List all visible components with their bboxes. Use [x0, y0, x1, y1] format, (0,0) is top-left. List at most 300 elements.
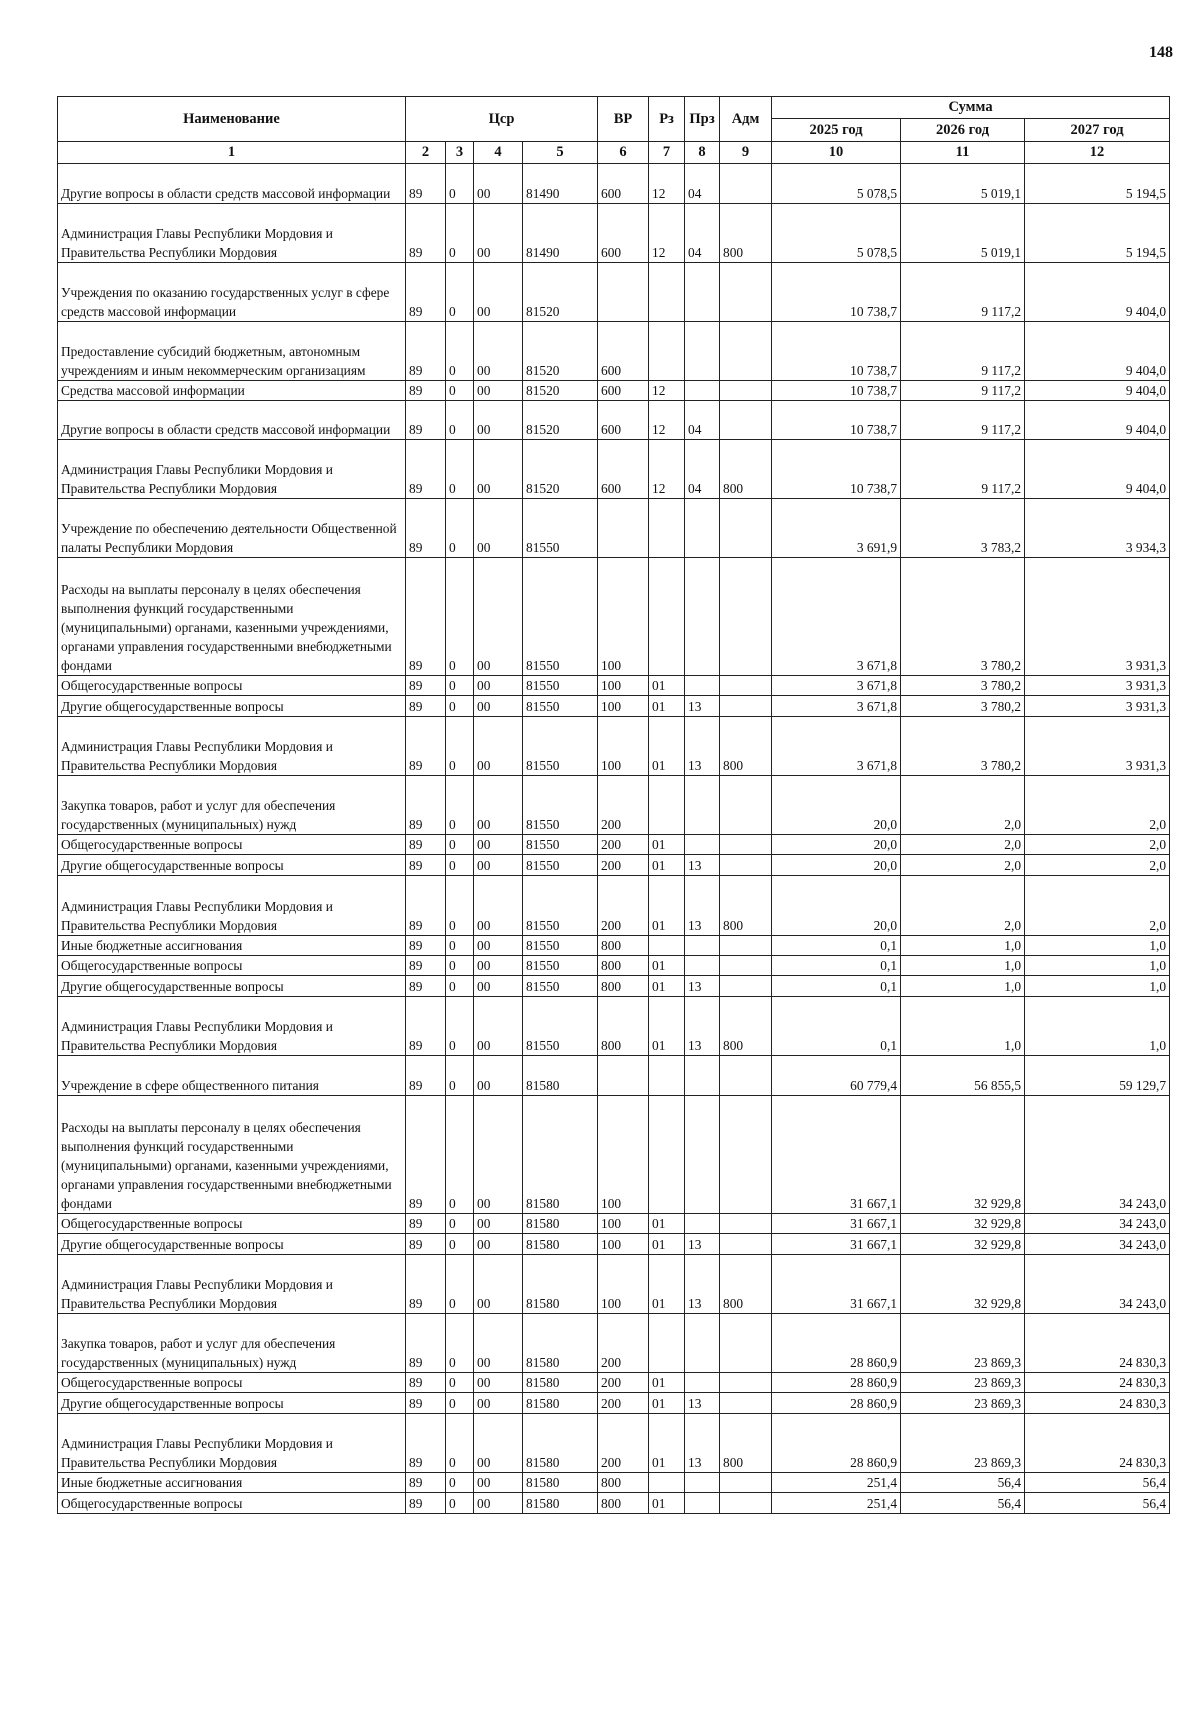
adm-code: [720, 558, 772, 676]
csr-part-1: 89: [406, 976, 446, 997]
csr-part-4: 81580: [523, 1214, 598, 1234]
rz-code: [649, 936, 685, 956]
amount-2025: 5 078,5: [772, 204, 901, 263]
row-name: Другие общегосударственные вопросы: [58, 1234, 406, 1255]
prz-code: [685, 499, 720, 558]
amount-2027: 2,0: [1025, 776, 1170, 835]
amount-2026: 1,0: [901, 936, 1025, 956]
adm-code: [720, 1056, 772, 1096]
rz-code: 12: [649, 381, 685, 401]
csr-part-2: 0: [446, 976, 474, 997]
amount-2025: 10 738,7: [772, 263, 901, 322]
column-number: 12: [1025, 142, 1170, 164]
amount-2026: 9 117,2: [901, 381, 1025, 401]
table-row: [58, 164, 1170, 204]
adm-code: 800: [720, 1255, 772, 1314]
amount-2025: 31 667,1: [772, 1214, 901, 1234]
prz-code: [685, 1493, 720, 1514]
column-number: 3: [446, 142, 474, 164]
amount-2027: 5 194,5: [1025, 164, 1170, 204]
csr-part-4: 81580: [523, 1373, 598, 1393]
vr-code: 200: [598, 776, 649, 835]
csr-part-4: 81550: [523, 676, 598, 696]
prz-code: [685, 956, 720, 976]
csr-part-1: 89: [406, 1473, 446, 1493]
amount-2026: 3 780,2: [901, 676, 1025, 696]
csr-part-3: 00: [474, 997, 523, 1056]
amount-2027: 3 931,3: [1025, 676, 1170, 696]
table-row: [58, 1255, 1170, 1314]
table-row: [58, 1096, 1170, 1214]
adm-code: [720, 322, 772, 381]
amount-2025: 251,4: [772, 1473, 901, 1493]
csr-part-3: 00: [474, 1255, 523, 1314]
table-row: [58, 696, 1170, 717]
csr-part-4: 81550: [523, 717, 598, 776]
amount-2025: 28 860,9: [772, 1393, 901, 1414]
csr-part-1: 89: [406, 676, 446, 696]
csr-part-1: 89: [406, 499, 446, 558]
adm-code: [720, 499, 772, 558]
csr-part-4: 81580: [523, 1255, 598, 1314]
amount-2027: 1,0: [1025, 936, 1170, 956]
csr-part-2: 0: [446, 1493, 474, 1514]
vr-code: 100: [598, 1234, 649, 1255]
table-row: [58, 1373, 1170, 1393]
rz-code: [649, 1314, 685, 1373]
csr-part-3: 00: [474, 1414, 523, 1473]
amount-2025: 10 738,7: [772, 381, 901, 401]
table-row: [58, 558, 1170, 676]
csr-part-2: 0: [446, 717, 474, 776]
amount-2026: 2,0: [901, 776, 1025, 835]
csr-part-1: 89: [406, 1393, 446, 1414]
adm-code: [720, 1096, 772, 1214]
amount-2027: 34 243,0: [1025, 1096, 1170, 1214]
column-number-row: [58, 142, 1170, 164]
amount-2026: 2,0: [901, 855, 1025, 876]
row-name: Закупка товаров, работ и услуг для обеспечения государственных (муниципальных) нужд: [58, 776, 406, 835]
table-row: [58, 1414, 1170, 1473]
adm-code: [720, 381, 772, 401]
csr-part-1: 89: [406, 876, 446, 936]
csr-part-2: 0: [446, 876, 474, 936]
csr-part-3: 00: [474, 1056, 523, 1096]
column-number: 6: [598, 142, 649, 164]
table-row: [58, 936, 1170, 956]
amount-2026: 3 780,2: [901, 558, 1025, 676]
csr-part-4: 81580: [523, 1393, 598, 1414]
adm-code: [720, 1314, 772, 1373]
csr-part-1: 89: [406, 1373, 446, 1393]
amount-2025: 3 671,8: [772, 676, 901, 696]
row-name: Учреждение в сфере общественного питания: [58, 1056, 406, 1096]
rz-code: 01: [649, 1255, 685, 1314]
prz-code: [685, 776, 720, 835]
header-rz: Рз: [649, 97, 685, 142]
header-prz: Прз: [685, 97, 720, 142]
vr-code: 600: [598, 204, 649, 263]
rz-code: 12: [649, 401, 685, 440]
csr-part-1: 89: [406, 1234, 446, 1255]
amount-2027: 2,0: [1025, 835, 1170, 855]
csr-part-1: 89: [406, 1214, 446, 1234]
vr-code: 800: [598, 1493, 649, 1514]
csr-part-1: 89: [406, 401, 446, 440]
csr-part-1: 89: [406, 696, 446, 717]
csr-part-3: 00: [474, 1314, 523, 1373]
vr-code: 200: [598, 855, 649, 876]
table-row: [58, 1393, 1170, 1414]
csr-part-3: 00: [474, 1214, 523, 1234]
prz-code: [685, 936, 720, 956]
adm-code: [720, 1234, 772, 1255]
table-row: [58, 263, 1170, 322]
row-name: Администрация Главы Республики Мордовия и Правительства Республики Мордовия: [58, 717, 406, 776]
amount-2025: 3 691,9: [772, 499, 901, 558]
csr-part-1: 89: [406, 776, 446, 835]
csr-part-3: 00: [474, 558, 523, 676]
table-row: [58, 835, 1170, 855]
csr-part-1: 89: [406, 997, 446, 1056]
vr-code: 100: [598, 1214, 649, 1234]
row-name: Общегосударственные вопросы: [58, 835, 406, 855]
vr-code: 100: [598, 1096, 649, 1214]
csr-part-3: 00: [474, 164, 523, 204]
table-row: [58, 855, 1170, 876]
csr-part-2: 0: [446, 558, 474, 676]
rz-code: [649, 499, 685, 558]
amount-2025: 28 860,9: [772, 1414, 901, 1473]
amount-2025: 60 779,4: [772, 1056, 901, 1096]
amount-2027: 9 404,0: [1025, 263, 1170, 322]
csr-part-3: 00: [474, 381, 523, 401]
adm-code: [720, 676, 772, 696]
rz-code: [649, 1096, 685, 1214]
row-name: Другие вопросы в области средств массовой информации: [58, 401, 406, 440]
amount-2026: 32 929,8: [901, 1096, 1025, 1214]
csr-part-4: 81550: [523, 956, 598, 976]
csr-part-4: 81550: [523, 558, 598, 676]
table-row: [58, 440, 1170, 499]
table-row: [58, 1314, 1170, 1373]
prz-code: [685, 676, 720, 696]
amount-2026: 9 117,2: [901, 263, 1025, 322]
csr-part-4: 81520: [523, 381, 598, 401]
csr-part-3: 00: [474, 976, 523, 997]
amount-2025: 0,1: [772, 997, 901, 1056]
header-year-2025: 2025 год: [772, 119, 901, 142]
row-name: Администрация Главы Республики Мордовия и Правительства Республики Мордовия: [58, 1255, 406, 1314]
adm-code: 800: [720, 876, 772, 936]
csr-part-4: 81550: [523, 696, 598, 717]
column-number: 4: [474, 142, 523, 164]
csr-part-4: 81580: [523, 1234, 598, 1255]
prz-code: 13: [685, 855, 720, 876]
amount-2027: 59 129,7: [1025, 1056, 1170, 1096]
row-name: Другие общегосударственные вопросы: [58, 1393, 406, 1414]
amount-2027: 24 830,3: [1025, 1314, 1170, 1373]
amount-2027: 2,0: [1025, 876, 1170, 936]
amount-2027: 1,0: [1025, 976, 1170, 997]
table-row: [58, 676, 1170, 696]
amount-2025: 31 667,1: [772, 1234, 901, 1255]
csr-part-2: 0: [446, 1314, 474, 1373]
vr-code: 100: [598, 1255, 649, 1314]
csr-part-4: 81550: [523, 876, 598, 936]
csr-part-3: 00: [474, 440, 523, 499]
adm-code: 800: [720, 440, 772, 499]
csr-part-4: 81550: [523, 835, 598, 855]
adm-code: [720, 1493, 772, 1514]
rz-code: 01: [649, 717, 685, 776]
csr-part-1: 89: [406, 558, 446, 676]
amount-2026: 23 869,3: [901, 1373, 1025, 1393]
adm-code: [720, 855, 772, 876]
rz-code: [649, 776, 685, 835]
amount-2025: 3 671,8: [772, 717, 901, 776]
amount-2026: 32 929,8: [901, 1214, 1025, 1234]
amount-2026: 2,0: [901, 835, 1025, 855]
amount-2026: 23 869,3: [901, 1393, 1025, 1414]
vr-code: 600: [598, 322, 649, 381]
amount-2025: 31 667,1: [772, 1096, 901, 1214]
row-name: Общегосударственные вопросы: [58, 956, 406, 976]
csr-part-2: 0: [446, 1214, 474, 1234]
vr-code: 100: [598, 717, 649, 776]
adm-code: [720, 835, 772, 855]
prz-code: 13: [685, 1255, 720, 1314]
row-name: Расходы на выплаты персоналу в целях обеспечения выполнения функций государственными (муниципальными) органами, казенными учреждениями, органами управления государственными внебюджетными фондами: [58, 1096, 406, 1214]
prz-code: [685, 1056, 720, 1096]
csr-part-3: 00: [474, 499, 523, 558]
prz-code: 13: [685, 1414, 720, 1473]
header-year-2026: 2026 год: [901, 119, 1025, 142]
prz-code: 13: [685, 1234, 720, 1255]
csr-part-3: 00: [474, 1473, 523, 1493]
csr-part-3: 00: [474, 1096, 523, 1214]
prz-code: [685, 1214, 720, 1234]
rz-code: 01: [649, 976, 685, 997]
adm-code: [720, 1373, 772, 1393]
vr-code: 200: [598, 835, 649, 855]
amount-2027: 56,4: [1025, 1493, 1170, 1514]
column-number: 9: [720, 142, 772, 164]
rz-code: [649, 1473, 685, 1493]
amount-2026: 2,0: [901, 876, 1025, 936]
table-row: [58, 322, 1170, 381]
csr-part-1: 89: [406, 855, 446, 876]
vr-code: [598, 263, 649, 322]
table-row: [58, 1214, 1170, 1234]
csr-part-2: 0: [446, 1096, 474, 1214]
amount-2027: 24 830,3: [1025, 1414, 1170, 1473]
amount-2026: 1,0: [901, 956, 1025, 976]
adm-code: [720, 776, 772, 835]
csr-part-1: 89: [406, 936, 446, 956]
header-sum: Сумма: [772, 97, 1170, 119]
amount-2026: 9 117,2: [901, 401, 1025, 440]
amount-2026: 32 929,8: [901, 1255, 1025, 1314]
csr-part-1: 89: [406, 956, 446, 976]
csr-part-1: 89: [406, 440, 446, 499]
amount-2025: 28 860,9: [772, 1373, 901, 1393]
csr-part-1: 89: [406, 717, 446, 776]
rz-code: [649, 263, 685, 322]
csr-part-3: 00: [474, 322, 523, 381]
vr-code: 600: [598, 401, 649, 440]
amount-2025: 20,0: [772, 855, 901, 876]
row-name: Администрация Главы Республики Мордовия и Правительства Республики Мордовия: [58, 997, 406, 1056]
row-name: Иные бюджетные ассигнования: [58, 936, 406, 956]
rz-code: 12: [649, 164, 685, 204]
table-body: [58, 164, 1170, 1514]
table-row: [58, 1056, 1170, 1096]
adm-code: [720, 1473, 772, 1493]
row-name: Учреждение по обеспечению деятельности Общественной палаты Республики Мордовия: [58, 499, 406, 558]
vr-code: 200: [598, 1314, 649, 1373]
csr-part-4: 81550: [523, 499, 598, 558]
row-name: Средства массовой информации: [58, 381, 406, 401]
csr-part-1: 89: [406, 263, 446, 322]
row-name: Общегосударственные вопросы: [58, 1373, 406, 1393]
adm-code: 800: [720, 997, 772, 1056]
amount-2027: 9 404,0: [1025, 322, 1170, 381]
row-name: Расходы на выплаты персоналу в целях обеспечения выполнения функций государственными (муниципальными) органами, казенными учреждениями, органами управления государственными внебюджетными фондами: [58, 558, 406, 676]
csr-part-4: 81580: [523, 1096, 598, 1214]
prz-code: 04: [685, 440, 720, 499]
csr-part-2: 0: [446, 1255, 474, 1314]
amount-2027: 56,4: [1025, 1473, 1170, 1493]
amount-2026: 23 869,3: [901, 1414, 1025, 1473]
amount-2027: 34 243,0: [1025, 1214, 1170, 1234]
csr-part-4: 81520: [523, 440, 598, 499]
csr-part-2: 0: [446, 164, 474, 204]
vr-code: 200: [598, 1393, 649, 1414]
csr-part-2: 0: [446, 835, 474, 855]
amount-2027: 9 404,0: [1025, 401, 1170, 440]
amount-2026: 23 869,3: [901, 1314, 1025, 1373]
csr-part-3: 00: [474, 1393, 523, 1414]
table-row: [58, 997, 1170, 1056]
amount-2027: 34 243,0: [1025, 1255, 1170, 1314]
column-number: 11: [901, 142, 1025, 164]
header-name: Наименование: [58, 97, 406, 142]
amount-2026: 3 783,2: [901, 499, 1025, 558]
row-name: Общегосударственные вопросы: [58, 676, 406, 696]
rz-code: 01: [649, 676, 685, 696]
amount-2025: 28 860,9: [772, 1314, 901, 1373]
prz-code: [685, 1314, 720, 1373]
table-row: [58, 717, 1170, 776]
rz-code: [649, 1056, 685, 1096]
csr-part-2: 0: [446, 696, 474, 717]
vr-code: 800: [598, 976, 649, 997]
csr-part-4: 81550: [523, 936, 598, 956]
vr-code: 600: [598, 440, 649, 499]
amount-2025: 10 738,7: [772, 322, 901, 381]
vr-code: 100: [598, 696, 649, 717]
column-number: 8: [685, 142, 720, 164]
csr-part-4: 81550: [523, 997, 598, 1056]
csr-part-4: 81550: [523, 855, 598, 876]
prz-code: 04: [685, 164, 720, 204]
amount-2025: 5 078,5: [772, 164, 901, 204]
amount-2025: 251,4: [772, 1493, 901, 1514]
csr-part-2: 0: [446, 440, 474, 499]
csr-part-3: 00: [474, 263, 523, 322]
prz-code: 13: [685, 976, 720, 997]
amount-2027: 5 194,5: [1025, 204, 1170, 263]
adm-code: [720, 1214, 772, 1234]
table-row: [58, 776, 1170, 835]
csr-part-2: 0: [446, 263, 474, 322]
row-name: Другие общегосударственные вопросы: [58, 696, 406, 717]
csr-part-2: 0: [446, 997, 474, 1056]
prz-code: [685, 1096, 720, 1214]
adm-code: [720, 976, 772, 997]
csr-part-4: 81580: [523, 1493, 598, 1514]
csr-part-1: 89: [406, 204, 446, 263]
header-vr: ВР: [598, 97, 649, 142]
csr-part-2: 0: [446, 1393, 474, 1414]
table-row: [58, 976, 1170, 997]
vr-code: 100: [598, 558, 649, 676]
vr-code: 200: [598, 876, 649, 936]
header-csr: Цср: [406, 97, 598, 142]
prz-code: 13: [685, 876, 720, 936]
csr-part-3: 00: [474, 204, 523, 263]
vr-code: [598, 1056, 649, 1096]
csr-part-4: 81550: [523, 776, 598, 835]
amount-2027: 1,0: [1025, 997, 1170, 1056]
csr-part-2: 0: [446, 204, 474, 263]
rz-code: 01: [649, 855, 685, 876]
csr-part-2: 0: [446, 1414, 474, 1473]
rz-code: 01: [649, 997, 685, 1056]
adm-code: [720, 164, 772, 204]
rz-code: 01: [649, 1234, 685, 1255]
amount-2025: 0,1: [772, 956, 901, 976]
amount-2025: 10 738,7: [772, 401, 901, 440]
csr-part-1: 89: [406, 835, 446, 855]
csr-part-2: 0: [446, 1234, 474, 1255]
amount-2025: 3 671,8: [772, 696, 901, 717]
row-name: Другие общегосударственные вопросы: [58, 855, 406, 876]
csr-part-3: 00: [474, 1234, 523, 1255]
adm-code: 800: [720, 204, 772, 263]
csr-part-2: 0: [446, 381, 474, 401]
table-row: [58, 876, 1170, 936]
prz-code: 04: [685, 401, 720, 440]
amount-2025: 20,0: [772, 776, 901, 835]
prz-code: [685, 835, 720, 855]
amount-2025: 0,1: [772, 936, 901, 956]
budget-table: [57, 96, 1170, 1514]
csr-part-2: 0: [446, 956, 474, 976]
csr-part-3: 00: [474, 676, 523, 696]
vr-code: 800: [598, 1473, 649, 1493]
csr-part-2: 0: [446, 855, 474, 876]
prz-code: 13: [685, 717, 720, 776]
rz-code: [649, 558, 685, 676]
amount-2027: 2,0: [1025, 855, 1170, 876]
prz-code: 13: [685, 997, 720, 1056]
csr-part-1: 89: [406, 1255, 446, 1314]
table-row: [58, 956, 1170, 976]
csr-part-2: 0: [446, 1473, 474, 1493]
vr-code: 800: [598, 936, 649, 956]
